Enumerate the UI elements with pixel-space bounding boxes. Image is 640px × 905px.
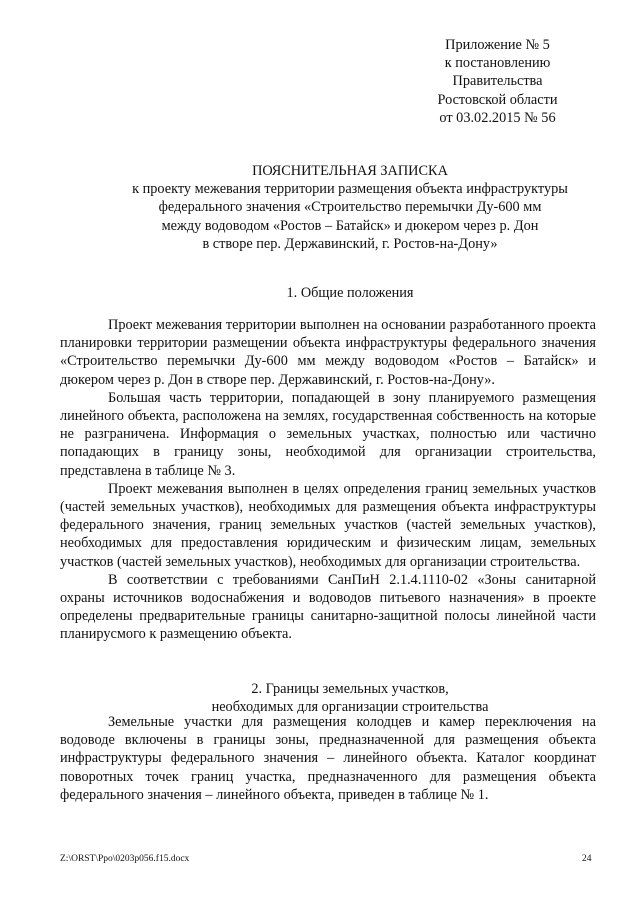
appendix-line: Ростовской области [437, 91, 558, 108]
section-2-heading [60, 680, 640, 716]
section-2-heading-line: 2. Границы земельных участков, [251, 681, 449, 697]
section-1-body [60, 316, 596, 644]
paragraph: Проект межевания выполнен в целях определения границ земельных участков (частей земельных участков), необходимых для размещения объекта инфраструктуры федерального значения, границ земельных участков (частей земельных участков), необходимых для предоставления юридическим и физическим лицам, земельных участков (частей земельных участков), необходимых для организации строительства. [60, 480, 596, 570]
footer-page-number: 24 [582, 854, 592, 864]
paragraph: Земельные участки для размещения колодцев и камер переключения на водоводе включены в границы зоны, предназначенной для размещения объекта инфраструктуры федерального значения – линейного объекта. Каталог координат поворотных точек границ участка, предназначенного для размещения объекта федерального значения – линейного объекта, приведен в таблице № 1. [60, 714, 596, 803]
section-1-heading [60, 284, 640, 302]
title-line: в створе пер. Державинский, г. Ростов-на-Дону» [202, 235, 498, 252]
appendix-block [395, 36, 600, 127]
appendix-line: Приложение № 5 [445, 37, 550, 53]
title-line: между водоводом «Ростов – Батайск» и дюкером через р. Дон [161, 217, 539, 234]
appendix-line: от 03.02.2015 № 56 [439, 109, 556, 126]
section-2-heading-line: необходимых для организации строительства [211, 699, 489, 716]
title-line: к проекту межевания территории размещения объекта инфраструктуры [132, 181, 568, 198]
section-1-heading-text: 1. Общие положения [286, 285, 414, 301]
title-line: федерального значения «Строительство перемычки Ду-600 мм [158, 199, 542, 216]
appendix-line: к постановлению [444, 55, 551, 72]
paragraph: Большая часть территории, попадающей в зону планируемого размещения линейного объекта, расположена на землях, государственная собственность на которые не разграничена. Информация о земельных участках, полностью или частично попадающих в границу зоны, необходимой для организации строительства, представлена в таблице № 3. [60, 389, 596, 479]
document-title [60, 162, 640, 253]
title-heading: ПОЯСНИТЕЛЬНАЯ ЗАПИСКА [252, 163, 448, 179]
appendix-line: Правительства [452, 73, 543, 90]
paragraph: В соответствии с требованиями СанПиН 2.1.4.1110-02 «Зоны санитарной охраны источников водоснабжения и водоводов питьевого назначения» в проекте определены предварительные границы санитарно-защитной полосы линейной части планирусмого к размещению объекта. [60, 571, 596, 643]
section-2-body [60, 713, 596, 804]
footer-file-path: Z:\ORST\Ppo\0203p056.f15.docx [60, 854, 190, 864]
paragraph: Проект межевания территории выполнен на основании разработанного проекта планировки территории размещении объекта инфраструктуры федерального значения «Строительство перемычки Ду-600 мм между водоводом «Ростов – Батайск» и дюкером через р. Дон в створе пер. Державинский, г. Ростов-на-Дону». [60, 317, 596, 388]
